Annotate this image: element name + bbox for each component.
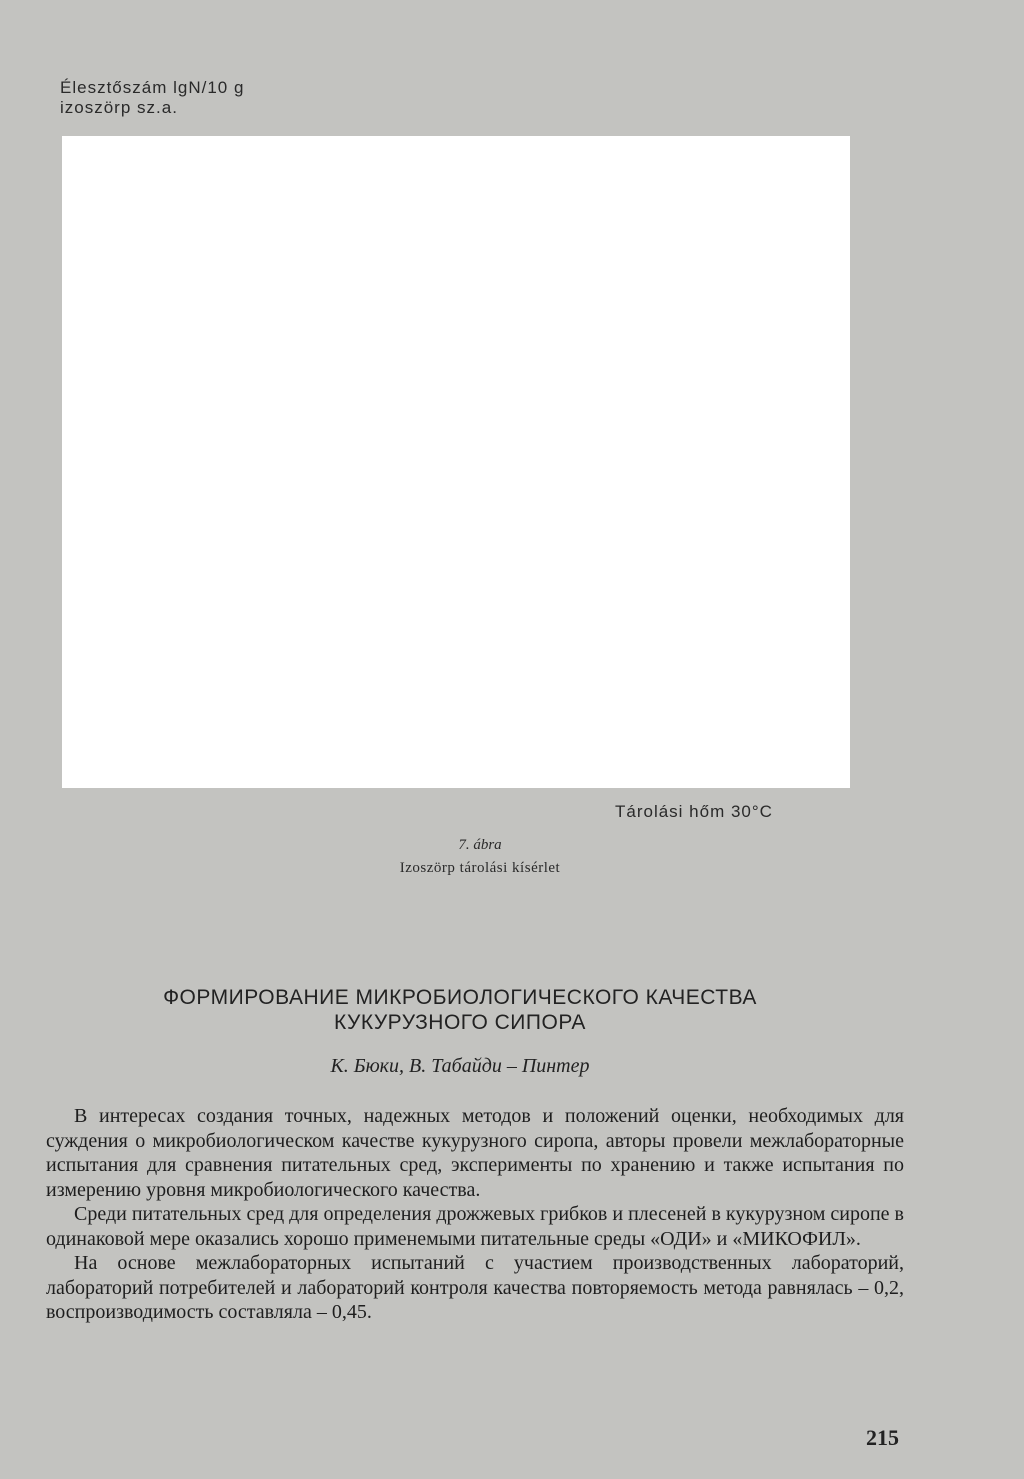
article-title bbox=[0, 985, 920, 1035]
y-axis-label-line1: Élesztőszám lgN/10 g bbox=[60, 78, 245, 97]
paragraph-1: В интересах создания точных, надежных методов и положений оценки, необходимых для суждения о микробиологическом качестве кукурузного сиропа, авторы провели межлабораторные испытания для сравнения питательных сред, эксперименты по хранению и также испытания по измерению уровня микробиологического качества. bbox=[46, 1105, 904, 1201]
figure-caption-text: Izoszörp tárolási kísérlet bbox=[399, 860, 561, 876]
title-line2: КУКУРУЗНОГО СИПОРА bbox=[334, 1011, 586, 1034]
figure-caption-number: 7. ábra bbox=[458, 837, 502, 853]
article-authors: К. Бюки, В. Табайди – Пинтер bbox=[330, 1055, 590, 1077]
y-axis-label-line2: izoszörp sz.a. bbox=[60, 98, 178, 117]
paragraph-3: На основе межлабораторных испытаний с участием производственных лабораторий, лабораторий потребителей и лабораторий контроля качества повторяемость метода равнялась – 0,2, воспроизводимость составляла – 0,45. bbox=[46, 1252, 904, 1323]
figure-y-axis-label bbox=[60, 78, 244, 118]
paragraph-2: Среди питательных сред для определения дрожжевых грибков и плесеней в кукурузном сиропе в одинаковой мере оказались хорошо применемыми питательные среды «ОДИ» и «МИКОФИЛ». bbox=[46, 1203, 904, 1250]
figure-image-area bbox=[62, 136, 850, 788]
figure-x-axis-label: Tárolási hőm 30°C bbox=[615, 802, 773, 821]
page-number: 215 bbox=[866, 1425, 899, 1450]
article-body bbox=[46, 1104, 904, 1325]
title-line1: ФОРМИРОВАНИЕ МИКРОБИОЛОГИЧЕСКОГО КАЧЕСТВА bbox=[163, 986, 757, 1009]
